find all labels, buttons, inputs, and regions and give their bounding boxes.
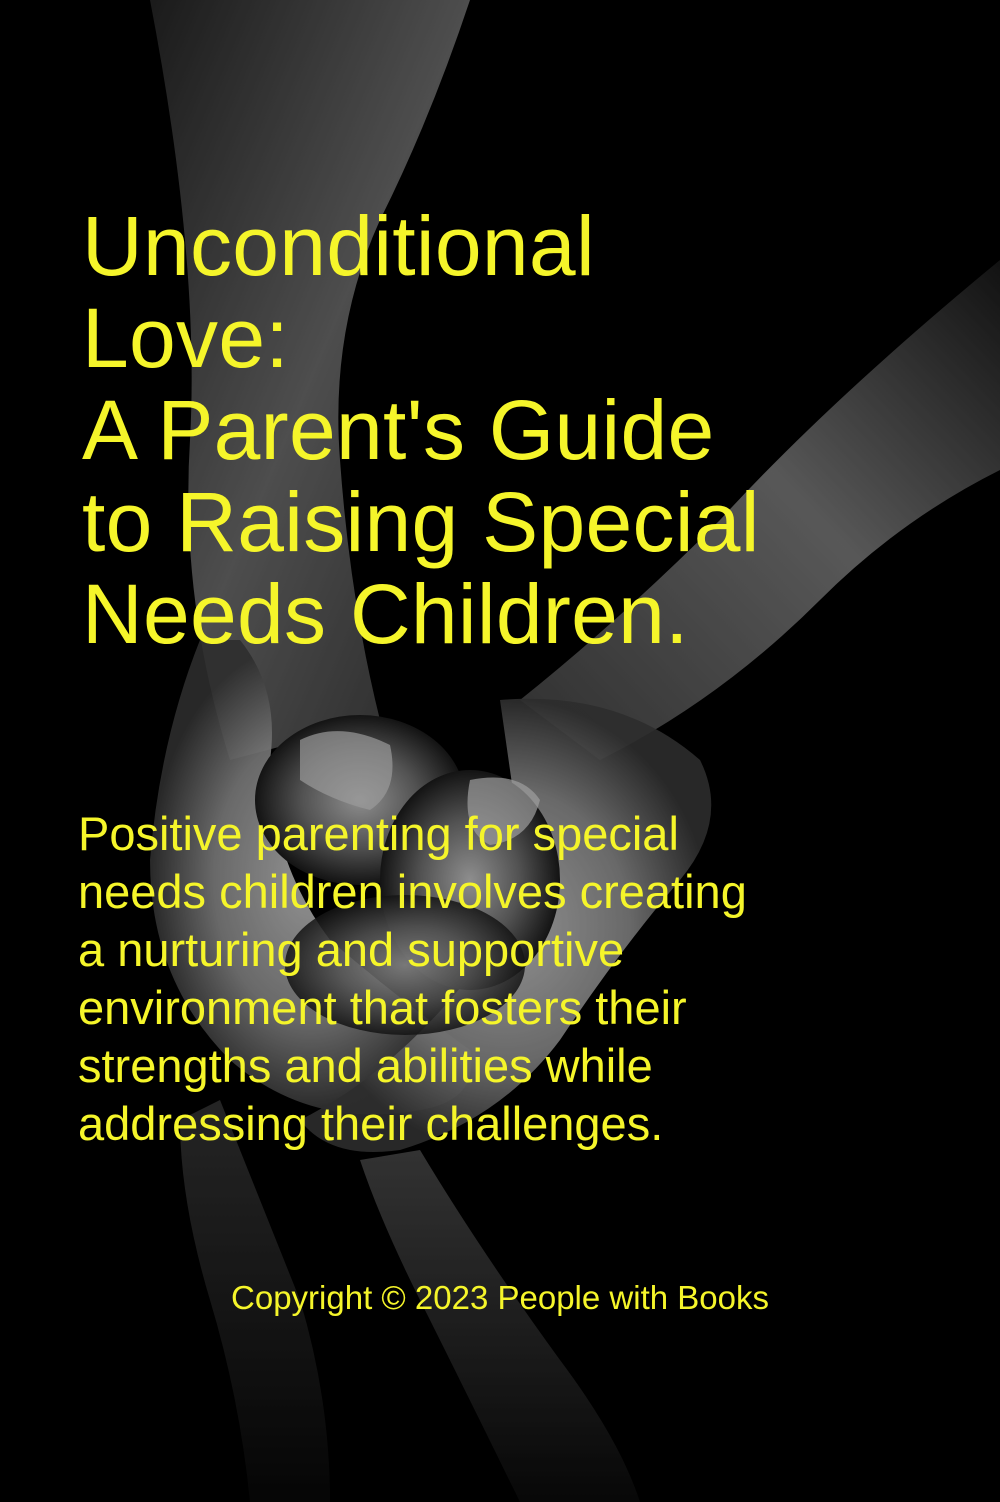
title-line: to Raising Special bbox=[82, 475, 760, 569]
blurb-line: Positive parenting for special bbox=[78, 807, 679, 860]
blurb-line: a nurturing and supportive bbox=[78, 923, 625, 976]
book-blurb bbox=[78, 805, 978, 1153]
blurb-line: needs children involves creating bbox=[78, 865, 747, 918]
title-line: Needs Children. bbox=[82, 567, 689, 661]
book-title bbox=[82, 200, 962, 660]
title-line: Unconditional bbox=[82, 199, 595, 293]
title-line: A Parent's Guide bbox=[82, 383, 715, 477]
blurb-line: strengths and abilities while bbox=[78, 1039, 653, 1092]
blurb-line: environment that fosters their bbox=[78, 981, 687, 1034]
blurb-line: addressing their challenges. bbox=[78, 1097, 664, 1150]
title-line: Love: bbox=[82, 291, 289, 385]
copyright-notice: Copyright © 2023 People with Books bbox=[231, 1279, 769, 1316]
